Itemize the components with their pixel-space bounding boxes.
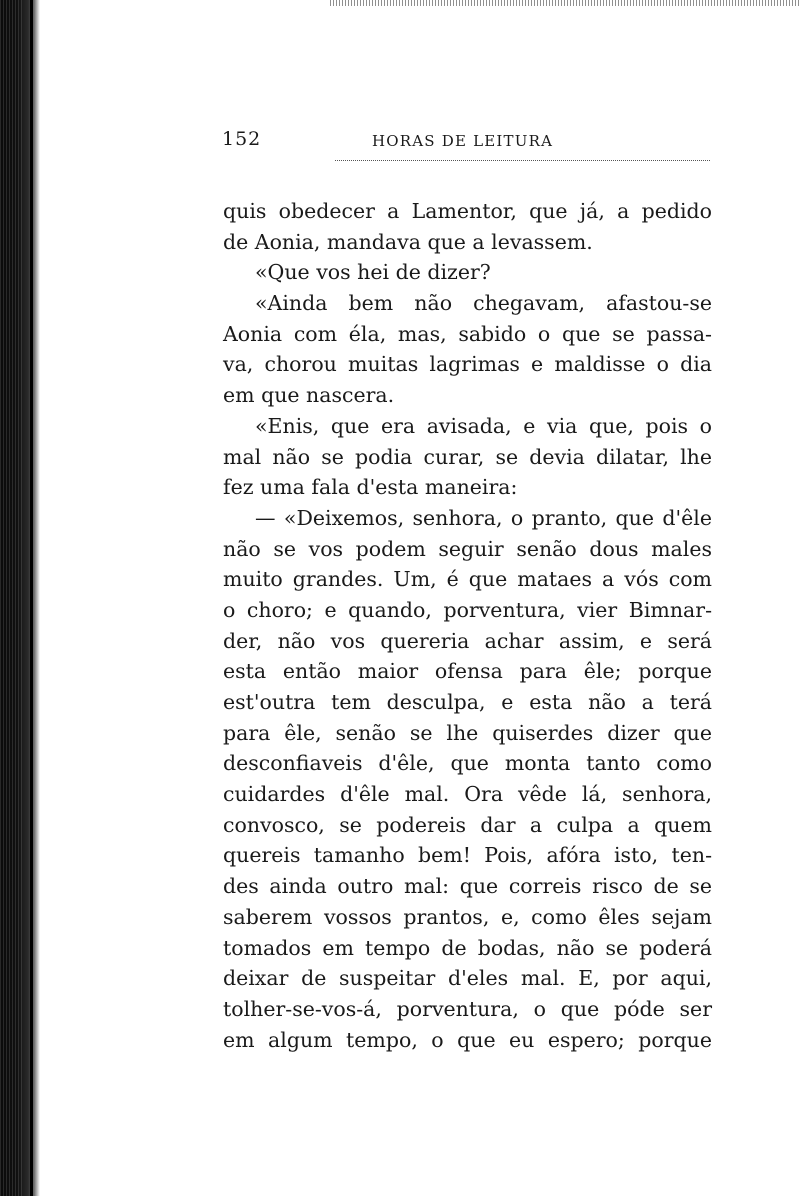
text-line: em que nascera.	[223, 383, 395, 408]
binding-texture	[0, 0, 22, 1196]
text-line: saberem vossos prantos, e, como êles sejam	[223, 904, 712, 929]
text-line: não se vos podem seguir senão dous males	[223, 536, 712, 561]
running-head: HORAS DE LEITURA	[372, 132, 554, 150]
header-rule	[335, 160, 710, 161]
text-line: — «Deixemos, senhora, o pranto, que d'êle	[255, 505, 712, 530]
text-line: tolher-se-vos-á, porventura, o que póde ser	[223, 996, 712, 1021]
scan-edge-noise	[330, 0, 800, 6]
text-line: de Aonia, mandava que a levassem.	[223, 229, 593, 254]
text-line: des ainda outro mal: que correis risco de se	[223, 874, 712, 899]
body-text	[223, 196, 712, 1055]
text-line: «Que vos hei de dizer?	[255, 260, 491, 285]
text-line: muito grandes. Um, é que mataes a vós com	[223, 567, 712, 592]
text-line: der, não vos quereria achar assim, e será	[223, 628, 712, 653]
text-line: em algum tempo, o que eu espero; porque	[223, 1027, 712, 1052]
text-line: deixar de suspeitar d'eles mal. E, por aqui,	[223, 966, 712, 991]
text-line: para êle, senão se lhe quiserdes dizer que	[223, 720, 712, 745]
text-line: convosco, se podereis dar a culpa a quem	[223, 812, 712, 837]
text-line: «Enis, que era avisada, e via que, pois o	[255, 413, 712, 438]
text-line: cuidardes d'êle mal. Ora vêde lá, senhora,	[223, 782, 712, 807]
text-line: quereis tamanho bem! Pois, afóra isto, ten-	[223, 843, 712, 868]
page-header	[222, 128, 712, 158]
text-line: esta então maior ofensa para êle; porque	[223, 659, 712, 684]
text-line: est'outra tem desculpa, e esta não a terá	[223, 690, 712, 714]
text-line: tomados em tempo de bodas, não se poderá	[223, 935, 712, 960]
text-line: desconfiaveis d'êle, que monta tanto como	[223, 751, 712, 776]
text-line: mal não se podia curar, se devia dilatar, lhe	[223, 444, 712, 469]
page-number: 152	[222, 128, 262, 150]
text-line: «Ainda bem não chegavam, afastou-se	[255, 291, 712, 316]
binding-edge	[30, 0, 33, 1196]
text-line: fez uma fala d'esta maneira:	[223, 475, 518, 500]
text-line: Aonia com éla, mas, sabido o que se passa-	[223, 321, 712, 346]
text-line: o choro; e quando, porventura, vier Bimnar-	[223, 597, 712, 622]
text-line: va, chorou muitas lagrimas e maldisse o dia	[223, 352, 712, 377]
text-line: quis obedecer a Lamentor, que já, a pedido	[223, 199, 712, 223]
